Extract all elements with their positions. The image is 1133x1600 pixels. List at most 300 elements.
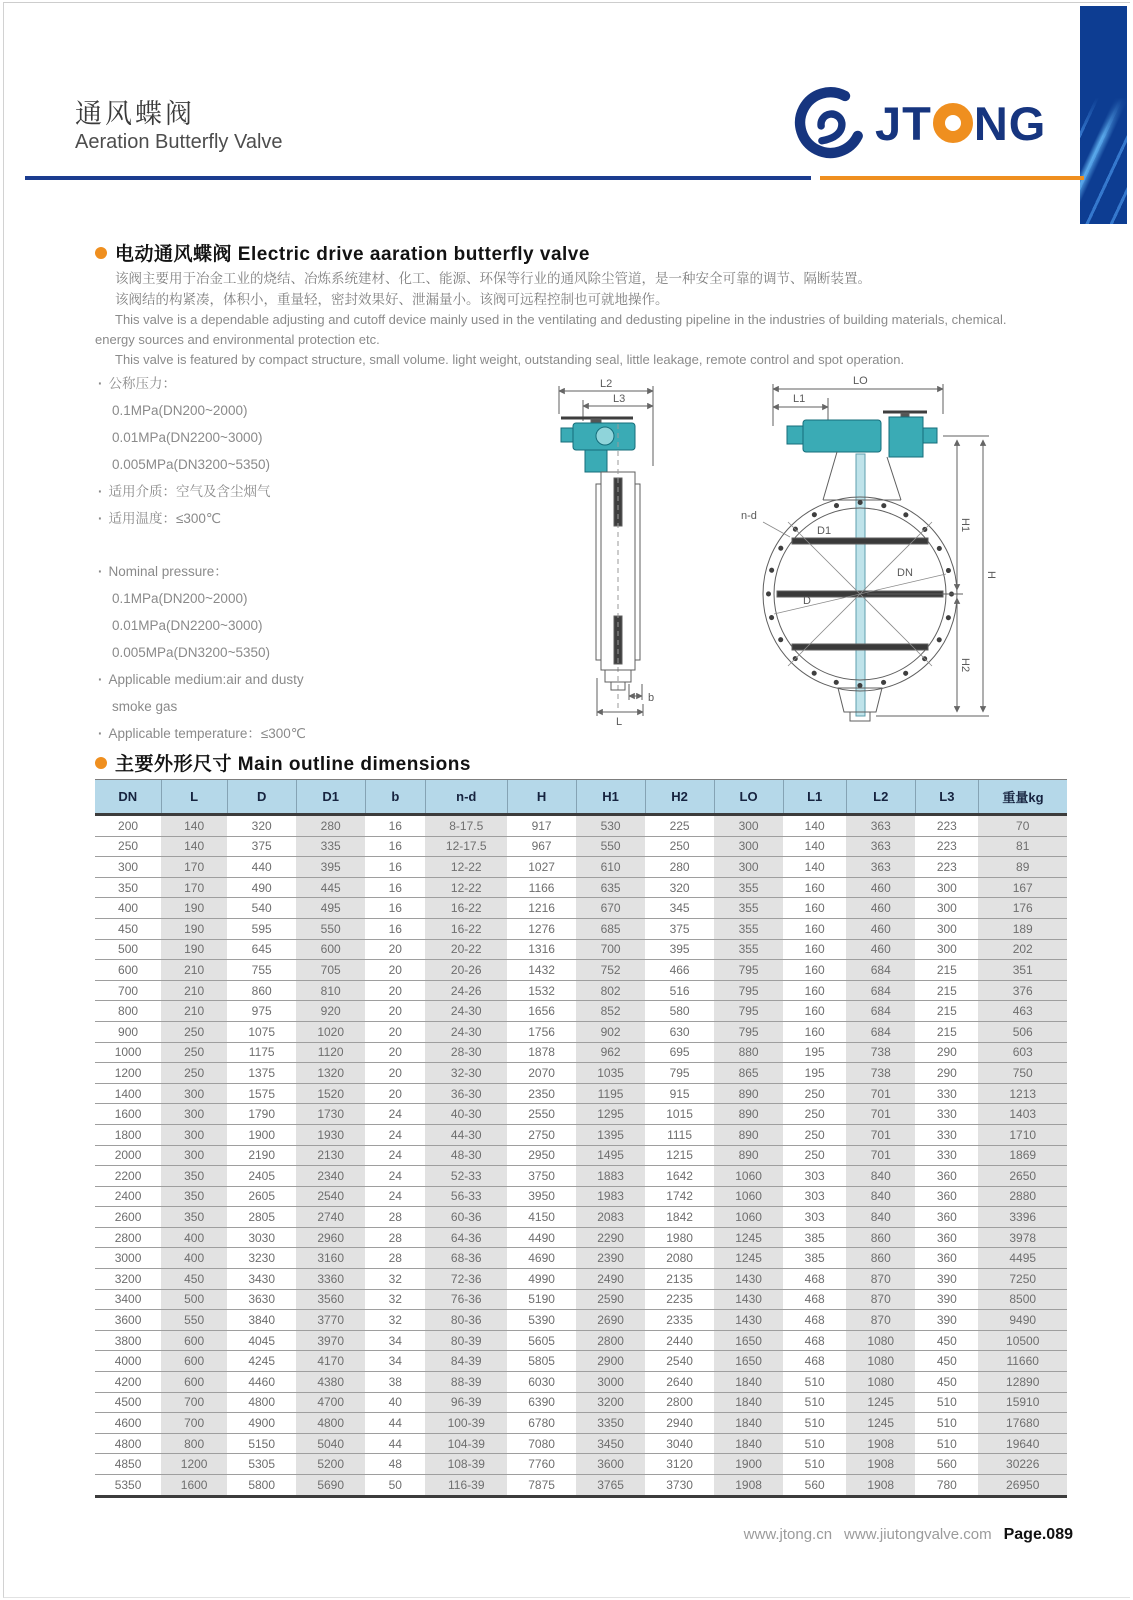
table-cell: 12-17.5 (425, 836, 507, 857)
table-cell: 3400 (95, 1289, 161, 1310)
page-number: Page.089 (1003, 1526, 1073, 1543)
table-cell: 4000 (95, 1351, 161, 1372)
table-cell: 580 (645, 1001, 714, 1022)
table-cell: 705 (296, 960, 365, 981)
table-cell: 550 (576, 836, 645, 857)
table-cell: 20-22 (425, 939, 507, 960)
table-cell: 2950 (507, 1145, 576, 1166)
column-header: L1 (783, 780, 846, 815)
table-cell: 395 (645, 939, 714, 960)
table-cell: 2540 (296, 1186, 365, 1207)
table-cell: 1430 (714, 1310, 783, 1331)
table-cell: 2340 (296, 1166, 365, 1187)
table-cell: 24-30 (425, 1021, 507, 1042)
table-cell: 840 (846, 1186, 915, 1207)
dim-label-l3: L3 (613, 393, 626, 405)
table-cell: 24 (365, 1124, 425, 1145)
table-cell: 52-33 (425, 1166, 507, 1187)
spec-en-medium-line1: · Applicable medium:air and dusty (98, 666, 538, 693)
table-cell: 870 (846, 1310, 915, 1331)
table-cell: 400 (161, 1248, 227, 1269)
table-cell: 3978 (978, 1227, 1067, 1248)
table-cell: 2490 (576, 1269, 645, 1290)
table-cell: 7080 (507, 1433, 576, 1454)
table-cell: 890 (714, 1104, 783, 1125)
table-cell: 3630 (227, 1289, 296, 1310)
table-cell: 355 (714, 898, 783, 919)
column-header: D (227, 780, 296, 815)
table-cell: 685 (576, 918, 645, 939)
table-cell: 6030 (507, 1372, 576, 1393)
table-cell: 500 (161, 1289, 227, 1310)
table-cell: 20 (365, 980, 425, 1001)
table-cell: 250 (783, 1145, 846, 1166)
table-cell: 468 (783, 1310, 846, 1331)
table-cell: 3750 (507, 1166, 576, 1187)
table-cell: 189 (978, 918, 1067, 939)
table-cell: 20 (365, 939, 425, 960)
table-cell: 700 (95, 980, 161, 1001)
column-header: n-d (425, 780, 507, 815)
table-cell: 20-26 (425, 960, 507, 981)
table-cell: 630 (645, 1021, 714, 1042)
footer-url-1: www.jtong.cn (743, 1526, 833, 1543)
table-cell: 303 (783, 1186, 846, 1207)
table-cell: 250 (783, 1124, 846, 1145)
column-header: 重量kg (978, 780, 1067, 815)
table-cell: 6390 (507, 1392, 576, 1413)
table-cell: 48 (365, 1454, 425, 1475)
table-cell: 2740 (296, 1207, 365, 1228)
table-cell: 20 (365, 1021, 425, 1042)
table-row (95, 939, 1067, 960)
table-cell: 8500 (978, 1289, 1067, 1310)
description-en-line2: This valve is featured by compact structure, small volume. light weight, outstanding seal, little leakage, remote control and spot operation. (115, 352, 905, 367)
table-cell: 684 (846, 960, 915, 981)
table-cell: 975 (227, 1001, 296, 1022)
table-cell: 802 (576, 980, 645, 1001)
table-cell: 300 (161, 1104, 227, 1125)
page-title-en: Aeration Butterfly Valve (75, 131, 283, 153)
table-cell: 80-39 (425, 1330, 507, 1351)
column-header: D1 (296, 780, 365, 815)
table-cell: 2440 (645, 1330, 714, 1351)
table-row (95, 1227, 1067, 1248)
table-cell: 1375 (227, 1063, 296, 1084)
table-cell: 445 (296, 877, 365, 898)
table-row (95, 918, 1067, 939)
table-row (95, 1021, 1067, 1042)
table-cell: 28 (365, 1248, 425, 1269)
table-cell: 160 (783, 1001, 846, 1022)
table-cell: 468 (783, 1269, 846, 1290)
table-cell: 1295 (576, 1104, 645, 1125)
table-cell: 28-30 (425, 1042, 507, 1063)
table-row (95, 1392, 1067, 1413)
table-cell: 5390 (507, 1310, 576, 1331)
header-divider-orange (820, 176, 1084, 180)
table-cell: 68-36 (425, 1248, 507, 1269)
table-cell: 24-26 (425, 980, 507, 1001)
table-cell: 463 (978, 1001, 1067, 1022)
table-cell: 167 (978, 877, 1067, 898)
table-cell: 1320 (296, 1063, 365, 1084)
table-cell: 506 (978, 1021, 1067, 1042)
table-row (95, 1372, 1067, 1393)
table-cell: 390 (915, 1269, 978, 1290)
page-footer (744, 1526, 1073, 1544)
table-cell: 300 (915, 877, 978, 898)
table-cell: 38 (365, 1372, 425, 1393)
table-cell: 16 (365, 898, 425, 919)
table-cell: 510 (783, 1372, 846, 1393)
table-cell: 2800 (95, 1227, 161, 1248)
table-row (95, 1001, 1067, 1022)
table-cell: 300 (915, 918, 978, 939)
table-cell: 3600 (95, 1310, 161, 1331)
table-cell: 1245 (846, 1413, 915, 1434)
table-cell: 795 (714, 1001, 783, 1022)
spec-en-temperature: · Applicable temperature：≤300℃ (98, 720, 538, 747)
table-cell: 56-33 (425, 1186, 507, 1207)
table-cell: 6780 (507, 1413, 576, 1434)
table-cell: 16 (365, 918, 425, 939)
table-cell: 3000 (576, 1372, 645, 1393)
table-row (95, 1269, 1067, 1290)
table-cell: 250 (161, 1042, 227, 1063)
table-cell: 795 (645, 1063, 714, 1084)
table-cell: 4500 (95, 1392, 161, 1413)
table-cell: 3765 (576, 1475, 645, 1497)
column-header: b (365, 780, 425, 815)
table-cell: 375 (227, 836, 296, 857)
table-cell: 363 (846, 857, 915, 878)
table-row (95, 857, 1067, 878)
front-view-drawing (763, 384, 989, 721)
section2-heading: 主要外形尺寸 Main outline dimensions (115, 754, 471, 775)
table-cell: 2880 (978, 1186, 1067, 1207)
table-cell: 1215 (645, 1145, 714, 1166)
table-cell: 5040 (296, 1433, 365, 1454)
table-cell: 1430 (714, 1289, 783, 1310)
table-cell: 350 (161, 1207, 227, 1228)
table-cell: 1900 (227, 1124, 296, 1145)
description-en-line1: This valve is a dependable adjusting and cutoff device mainly used in the ventilating and dedusting pipeline in the industries of building materials, chemical. energy sources and environmental protection etc. (95, 312, 1007, 347)
table-cell: 1213 (978, 1083, 1067, 1104)
table-cell: 635 (576, 877, 645, 898)
table-cell: 4800 (296, 1413, 365, 1434)
table-cell: 3000 (95, 1248, 161, 1269)
table-cell: 1245 (714, 1227, 783, 1248)
table-cell: 16 (365, 815, 425, 837)
column-header: H1 (576, 780, 645, 815)
table-cell: 215 (915, 980, 978, 1001)
table-cell: 140 (161, 836, 227, 857)
table-cell: 290 (915, 1042, 978, 1063)
table-cell: 215 (915, 1001, 978, 1022)
table-cell: 40-30 (425, 1104, 507, 1125)
table-cell: 460 (846, 939, 915, 960)
table-cell: 2135 (645, 1269, 714, 1290)
table-cell: 510 (783, 1433, 846, 1454)
table-cell: 1075 (227, 1021, 296, 1042)
table-cell: 160 (783, 980, 846, 1001)
table-cell: 44-30 (425, 1124, 507, 1145)
table-cell: 1200 (161, 1454, 227, 1475)
table-cell: 12-22 (425, 857, 507, 878)
table-cell: 4900 (227, 1413, 296, 1434)
table-cell: 300 (714, 836, 783, 857)
table-cell: 250 (645, 836, 714, 857)
table-cell: 2130 (296, 1145, 365, 1166)
table-cell: 28 (365, 1227, 425, 1248)
table-cell: 195 (783, 1042, 846, 1063)
table-cell: 917 (507, 815, 576, 837)
table-cell: 1878 (507, 1042, 576, 1063)
table-cell: 1930 (296, 1124, 365, 1145)
section1-bullet-icon (95, 247, 107, 259)
table-cell: 64-36 (425, 1227, 507, 1248)
table-cell: 1027 (507, 857, 576, 878)
dim-label-lo: LO (853, 375, 868, 387)
table-cell: 80-36 (425, 1310, 507, 1331)
description-zh-line2: 该阀结的构紧凑，体积小，重量轻，密封效果好、泄漏量小。该阀可远程控制也可就地操作。 (115, 292, 669, 307)
table-cell: 550 (296, 918, 365, 939)
table-cell: 5190 (507, 1289, 576, 1310)
table-cell: 4690 (507, 1248, 576, 1269)
table-cell: 16 (365, 836, 425, 857)
table-cell: 500 (95, 939, 161, 960)
table-cell: 800 (95, 1001, 161, 1022)
table-row (95, 815, 1067, 837)
table-row (95, 1330, 1067, 1351)
table-cell: 290 (915, 1063, 978, 1084)
header-divider-navy (25, 176, 811, 180)
table-cell: 810 (296, 980, 365, 1001)
table-cell: 140 (783, 836, 846, 857)
table-cell: 1432 (507, 960, 576, 981)
spec-en-pressure-1: 0.1MPa(DN200~2000) (112, 591, 248, 606)
table-cell: 32 (365, 1269, 425, 1290)
table-cell: 1245 (846, 1392, 915, 1413)
table-cell: 300 (714, 857, 783, 878)
table-cell: 1403 (978, 1104, 1067, 1125)
table-cell: 300 (714, 815, 783, 837)
table-cell: 1883 (576, 1166, 645, 1187)
table-cell: 36-30 (425, 1083, 507, 1104)
table-cell: 2350 (507, 1083, 576, 1104)
table-cell: 595 (227, 918, 296, 939)
table-cell: 900 (95, 1021, 161, 1042)
dim-label-h1: H1 (959, 518, 971, 533)
spec-zh-pressure-3: 0.005MPa(DN3200~5350) (112, 457, 270, 472)
table-cell: 350 (161, 1186, 227, 1207)
spec-en-pressure-3: 0.005MPa(DN3200~5350) (112, 645, 270, 660)
table-cell: 320 (645, 877, 714, 898)
table-cell: 28 (365, 1207, 425, 1228)
table-cell: 540 (227, 898, 296, 919)
table-cell: 215 (915, 1021, 978, 1042)
table-cell: 2800 (576, 1330, 645, 1351)
table-cell: 140 (783, 857, 846, 878)
table-cell: 84-39 (425, 1351, 507, 1372)
table-cell: 870 (846, 1269, 915, 1290)
table-cell: 2690 (576, 1310, 645, 1331)
section2-bullet-icon (95, 757, 107, 769)
table-cell: 15910 (978, 1392, 1067, 1413)
table-cell: 300 (161, 1083, 227, 1104)
table-cell: 510 (915, 1433, 978, 1454)
table-cell: 1316 (507, 939, 576, 960)
column-header: DN (95, 780, 161, 815)
column-header: H (507, 780, 576, 815)
table-cell: 890 (714, 1145, 783, 1166)
table-cell: 795 (714, 960, 783, 981)
spec-zh-medium: · 适用介质：空气及含尘烟气 (98, 478, 538, 505)
table-cell: 20 (365, 1042, 425, 1063)
table-cell: 440 (227, 857, 296, 878)
table-cell: 560 (783, 1475, 846, 1497)
table-cell: 670 (576, 898, 645, 919)
table-cell: 701 (846, 1124, 915, 1145)
table-cell: 1200 (95, 1063, 161, 1084)
table-cell: 700 (161, 1413, 227, 1434)
table-cell: 345 (645, 898, 714, 919)
table-cell: 16-22 (425, 918, 507, 939)
table-cell: 738 (846, 1042, 915, 1063)
table-cell: 2600 (95, 1207, 161, 1228)
table-cell: 450 (95, 918, 161, 939)
corner-decoration-band (1080, 6, 1127, 224)
table-cell: 350 (95, 877, 161, 898)
table-cell: 840 (846, 1166, 915, 1187)
column-header: L2 (846, 780, 915, 815)
table-cell: 16 (365, 877, 425, 898)
table-cell: 81 (978, 836, 1067, 857)
table-cell: 1060 (714, 1166, 783, 1187)
table-cell: 1869 (978, 1145, 1067, 1166)
table-cell: 4800 (227, 1392, 296, 1413)
table-cell: 870 (846, 1289, 915, 1310)
table-cell: 865 (714, 1063, 783, 1084)
table-cell: 1175 (227, 1042, 296, 1063)
table-cell: 795 (714, 1021, 783, 1042)
table-cell: 3350 (576, 1413, 645, 1434)
table-cell: 12890 (978, 1372, 1067, 1393)
table-cell: 1840 (714, 1433, 783, 1454)
table-cell: 24 (365, 1145, 425, 1166)
table-cell: 1035 (576, 1063, 645, 1084)
table-cell: 2083 (576, 1207, 645, 1228)
table-cell: 1060 (714, 1186, 783, 1207)
table-cell: 5690 (296, 1475, 365, 1497)
table-cell: 967 (507, 836, 576, 857)
table-cell: 450 (915, 1330, 978, 1351)
table-cell: 5805 (507, 1351, 576, 1372)
table-cell: 701 (846, 1083, 915, 1104)
table-cell: 1642 (645, 1166, 714, 1187)
table-cell: 2070 (507, 1063, 576, 1084)
table-cell: 303 (783, 1166, 846, 1187)
table-cell: 1730 (296, 1104, 365, 1125)
table-cell: 600 (296, 939, 365, 960)
specs-list (98, 370, 538, 747)
table-cell: 516 (645, 980, 714, 1001)
table-row (95, 1248, 1067, 1269)
table-cell: 5800 (227, 1475, 296, 1497)
table-cell: 1060 (714, 1207, 783, 1228)
table-cell: 460 (846, 898, 915, 919)
table-cell: 88-39 (425, 1372, 507, 1393)
table-cell: 300 (915, 939, 978, 960)
dim-label-h2: H2 (959, 658, 971, 673)
table-cell: 355 (714, 918, 783, 939)
table-cell: 376 (978, 980, 1067, 1001)
table-cell: 351 (978, 960, 1067, 981)
table-cell: 1756 (507, 1021, 576, 1042)
table-cell: 1980 (645, 1227, 714, 1248)
table-cell: 550 (161, 1310, 227, 1331)
table-cell: 468 (783, 1330, 846, 1351)
table-cell: 1532 (507, 980, 576, 1001)
table-cell: 4150 (507, 1207, 576, 1228)
table-cell: 915 (645, 1083, 714, 1104)
table-cell: 4170 (296, 1351, 365, 1372)
table-cell: 1908 (846, 1433, 915, 1454)
table-cell: 780 (915, 1475, 978, 1497)
table-cell: 2290 (576, 1227, 645, 1248)
table-cell: 170 (161, 877, 227, 898)
table-cell: 2000 (95, 1145, 161, 1166)
table-cell: 1015 (645, 1104, 714, 1125)
table-cell: 24 (365, 1104, 425, 1125)
table-cell: 860 (846, 1248, 915, 1269)
table-cell: 2190 (227, 1145, 296, 1166)
table-cell: 684 (846, 980, 915, 1001)
table-cell: 395 (296, 857, 365, 878)
table-cell: 44 (365, 1433, 425, 1454)
table-cell: 3840 (227, 1310, 296, 1331)
table-cell: 335 (296, 836, 365, 857)
table-cell: 1395 (576, 1124, 645, 1145)
table-cell: 3396 (978, 1207, 1067, 1228)
table-cell: 3200 (95, 1269, 161, 1290)
table-cell: 20 (365, 960, 425, 981)
table-cell: 225 (645, 815, 714, 837)
table-cell: 2080 (645, 1248, 714, 1269)
table-cell: 26950 (978, 1475, 1067, 1497)
table-cell: 390 (915, 1310, 978, 1331)
table-cell: 600 (161, 1351, 227, 1372)
dim-label-l: L (616, 716, 623, 728)
description-block (95, 268, 1047, 370)
table-cell: 250 (783, 1104, 846, 1125)
brand-logo (793, 86, 1046, 160)
table-cell: 510 (783, 1392, 846, 1413)
table-cell: 1650 (714, 1330, 783, 1351)
table-cell: 89 (978, 857, 1067, 878)
dim-label-h: H (985, 571, 997, 579)
table-cell: 460 (846, 918, 915, 939)
table-cell: 5605 (507, 1330, 576, 1351)
table-cell: 5150 (227, 1433, 296, 1454)
table-row (95, 980, 1067, 1001)
dim-label-nd: n-d (741, 510, 757, 522)
table-cell: 20 (365, 1083, 425, 1104)
table-cell: 320 (227, 815, 296, 837)
table-cell: 160 (783, 1021, 846, 1042)
table-cell: 1790 (227, 1104, 296, 1125)
